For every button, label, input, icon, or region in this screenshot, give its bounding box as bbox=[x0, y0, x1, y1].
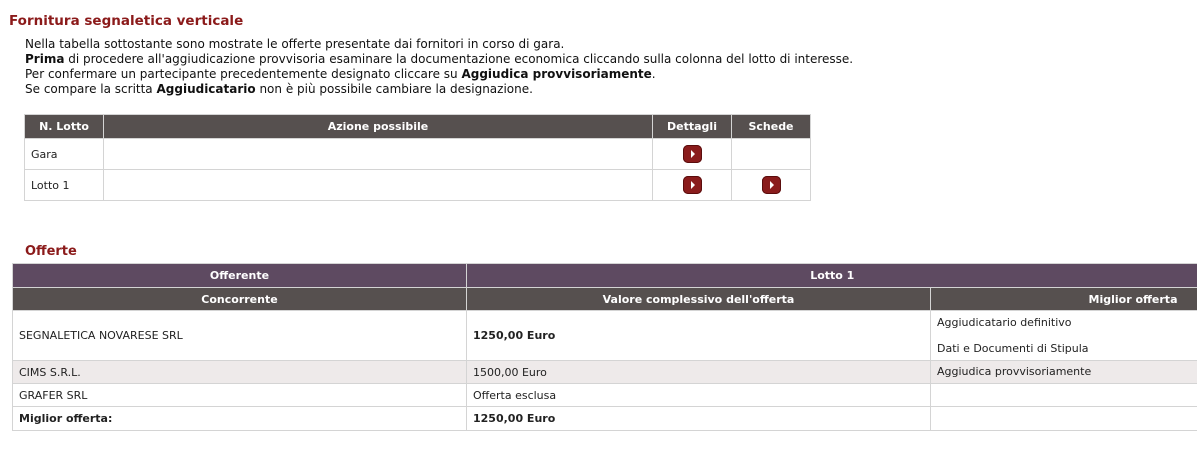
header-n-lotto: N. Lotto bbox=[25, 115, 104, 139]
header-dettagli: Dettagli bbox=[653, 115, 732, 139]
dettagli-cell bbox=[653, 139, 732, 170]
intro-line-2 bbox=[25, 52, 853, 67]
miglior-offerta-empty-cell bbox=[931, 407, 1197, 431]
header-offerente: Offerente bbox=[13, 264, 467, 288]
lotto-cell: Gara bbox=[25, 139, 104, 170]
table-row bbox=[13, 361, 1197, 384]
header-valore-offerta: Valore complessivo dell'offerta bbox=[467, 288, 931, 311]
arrow-right-icon[interactable] bbox=[683, 176, 702, 194]
intro-line-1: Nella tabella sottostante sono mostrate le offerte presentate dai fornitori in corso di gara. bbox=[25, 37, 565, 51]
header-schede: Schede bbox=[732, 115, 811, 139]
table-row bbox=[25, 170, 811, 201]
table-row bbox=[13, 384, 1197, 407]
arrow-right-icon[interactable] bbox=[683, 145, 702, 163]
miglior-offerta-valore: 1250,00 Euro bbox=[467, 407, 931, 431]
offerte-group-header-row bbox=[13, 264, 1197, 288]
azioni-cell bbox=[931, 361, 1197, 384]
valore-cell: 1250,00 Euro bbox=[467, 311, 931, 361]
miglior-offerta-label: Miglior offerta: bbox=[13, 407, 467, 431]
intro-line-4 bbox=[25, 82, 853, 97]
azioni-cell bbox=[931, 384, 1197, 407]
intro-line-3-bold: Aggiudica provvisoriamente bbox=[461, 67, 652, 81]
intro-line-2-text: di procedere all'aggiudicazione provvisoria esaminare la documentazione economica cliccando sulla colonna del lotto di interesse. bbox=[64, 52, 854, 66]
valore-cell: 1500,00 Euro bbox=[467, 361, 931, 384]
aggiudica-provvisoriamente-link[interactable]: Aggiudica provvisoriamente bbox=[937, 365, 1092, 378]
intro-line-4-pre: Se compare la scritta bbox=[25, 82, 157, 96]
offerte-title: Offerte bbox=[25, 244, 77, 259]
concorrente-cell: CIMS S.R.L. bbox=[13, 361, 467, 384]
dettagli-cell bbox=[653, 170, 732, 201]
table-row bbox=[13, 311, 1197, 361]
azione-cell bbox=[104, 139, 653, 170]
schede-cell bbox=[732, 170, 811, 201]
lotto-cell: Lotto 1 bbox=[25, 170, 104, 201]
intro-line-3-post: . bbox=[651, 67, 656, 81]
concorrente-cell: SEGNALETICA NOVARESE SRL bbox=[13, 311, 467, 361]
header-concorrente: Concorrente bbox=[13, 288, 467, 311]
aggiudicatario-definitivo-link[interactable]: Aggiudicatario definitivo bbox=[937, 315, 1072, 329]
azioni-cell bbox=[931, 311, 1197, 361]
header-miglior-offerta: Miglior offerta bbox=[931, 288, 1197, 311]
miglior-offerta-row bbox=[13, 407, 1197, 431]
intro-text bbox=[25, 37, 853, 97]
header-lotto-1: Lotto 1 bbox=[467, 264, 1197, 288]
concorrente-cell: GRAFER SRL bbox=[13, 384, 467, 407]
intro-line-3-pre: Per confermare un partecipante precedentemente designato cliccare su bbox=[25, 67, 462, 81]
table-row bbox=[25, 139, 811, 170]
lotti-table bbox=[24, 114, 811, 201]
schede-cell bbox=[732, 139, 811, 170]
offerte-table bbox=[12, 263, 1197, 431]
azione-cell bbox=[104, 170, 653, 201]
intro-line-3 bbox=[25, 67, 853, 82]
intro-line-2-bold: Prima bbox=[25, 52, 65, 66]
lotti-header-row bbox=[25, 115, 811, 139]
dati-documenti-stipula-link[interactable]: Dati e Documenti di Stipula bbox=[937, 341, 1089, 355]
intro-line-4-post: non è più possibile cambiare la designazione. bbox=[255, 82, 533, 96]
header-azione-possibile: Azione possibile bbox=[104, 115, 653, 139]
arrow-right-icon[interactable] bbox=[762, 176, 781, 194]
intro-line-4-bold: Aggiudicatario bbox=[156, 82, 256, 96]
valore-cell: Offerta esclusa bbox=[467, 384, 931, 407]
page-title: Fornitura segnaletica verticale bbox=[9, 13, 244, 29]
offerte-column-header-row bbox=[13, 288, 1197, 311]
